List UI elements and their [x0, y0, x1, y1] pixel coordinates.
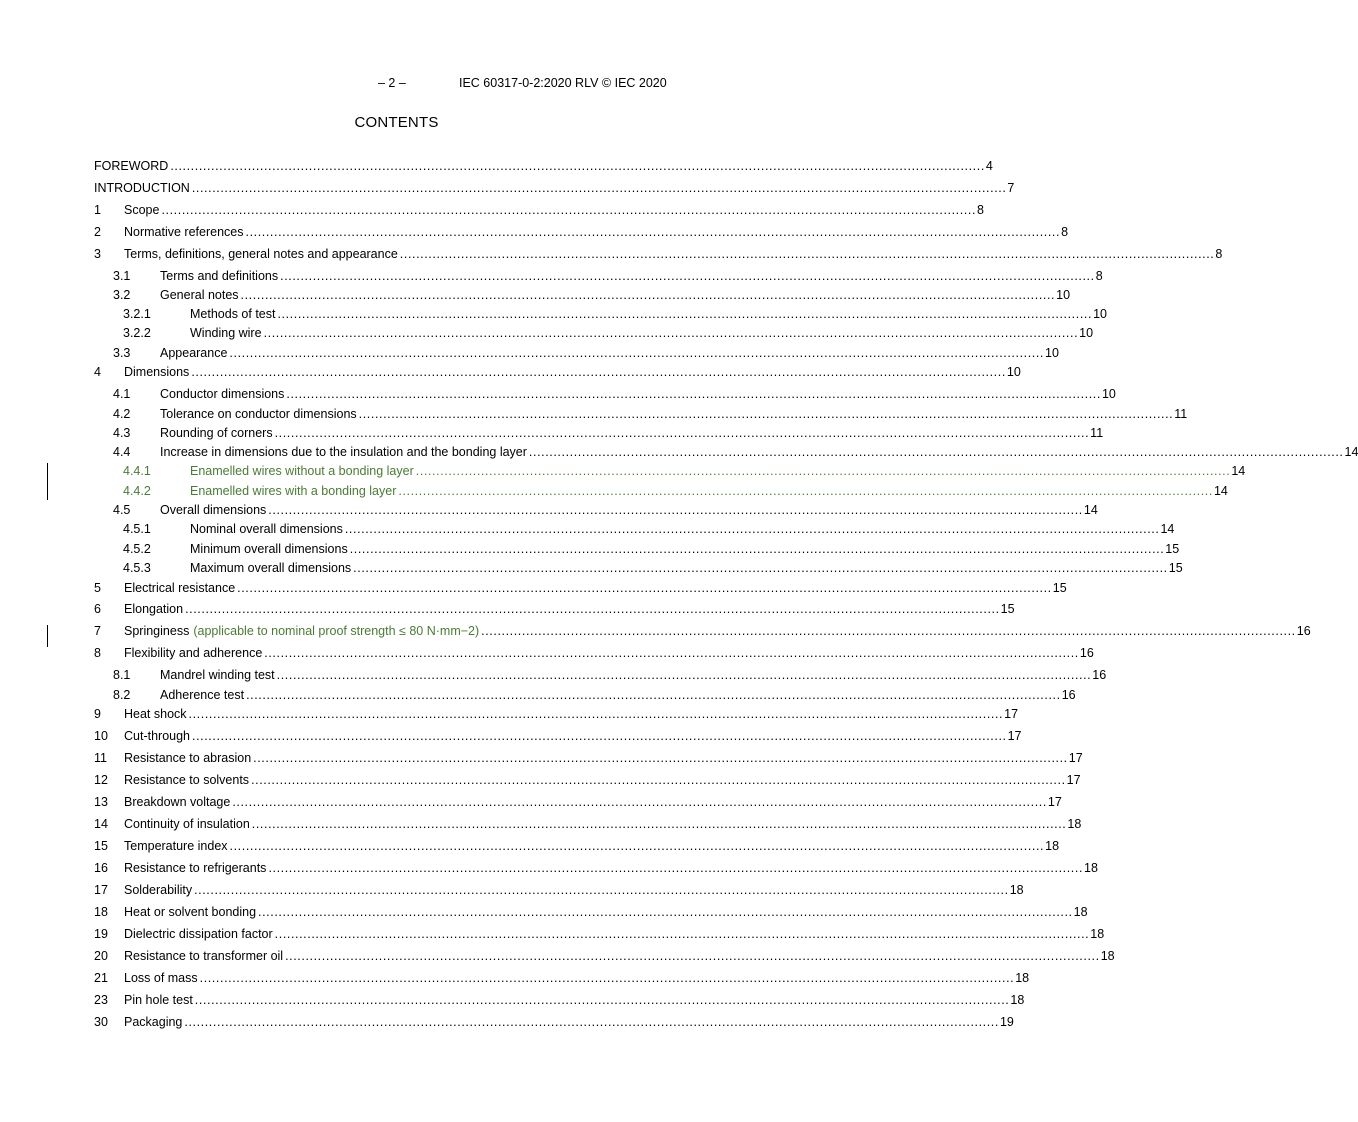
- page-header: [0, 76, 793, 92]
- toc-entry[interactable]: [94, 750, 1083, 766]
- document-id: IEC 60317-0-2:2020 RLV © IEC 2020: [459, 76, 667, 90]
- toc-entry-page: 8: [1215, 247, 1223, 261]
- toc-entry-title: Conductor dimensions: [160, 387, 285, 401]
- toc-entry[interactable]: [94, 560, 1183, 576]
- toc-leader-dots: ........................................................................................................................................................................................................: [194, 883, 1009, 897]
- toc-entry-page: 16: [1092, 668, 1107, 682]
- toc-leader-dots: ........................................................................................................................................................................................................: [229, 346, 1045, 360]
- revision-change-bar: [47, 625, 48, 647]
- toc-entry-title: Pin hole test: [124, 993, 193, 1007]
- toc-entry[interactable]: [94, 463, 1246, 479]
- toc-leader-dots: ........................................................................................................................................................................................................: [399, 247, 1215, 261]
- toc-entry-number: 19: [94, 927, 108, 941]
- toc-leader-dots: ........................................................................................................................................................................................................: [286, 387, 1101, 401]
- toc-entry-number: 3.3: [113, 346, 131, 360]
- toc-entry-title: Heat shock: [124, 707, 187, 721]
- toc-entry-number: 5: [94, 581, 101, 595]
- toc-entry-page: 18: [1067, 817, 1082, 831]
- toc-entry-page: 8: [977, 203, 984, 217]
- toc-leader-dots: ........................................................................................................................................................................................................: [199, 971, 1015, 985]
- toc-entry-title: Dielectric dissipation factor: [124, 927, 273, 941]
- toc-entry-page: 18: [1010, 993, 1025, 1007]
- toc-entry-title: Cut-through: [124, 729, 191, 743]
- toc-entry[interactable]: [94, 287, 1071, 303]
- toc-entry-title: Terms and definitions: [160, 269, 279, 283]
- toc-entry[interactable]: [94, 948, 1115, 964]
- toc-entry-page: 17: [1007, 729, 1022, 743]
- toc-entry-title: Adherence test: [160, 688, 245, 702]
- toc-entry-page: 18: [1100, 949, 1115, 963]
- toc-entry-page: 17: [1066, 773, 1081, 787]
- toc-entry-title: Nominal overall dimensions: [190, 522, 343, 536]
- toc-entry-title: Appearance: [160, 346, 228, 360]
- toc-entry-number: 4.1: [113, 387, 131, 401]
- toc-entry-number: 12: [94, 773, 108, 787]
- toc-entry[interactable]: [94, 623, 1311, 639]
- toc-leader-dots: ........................................................................................................................................................................................................: [349, 542, 1165, 556]
- toc-entry-number: 4: [94, 365, 101, 379]
- toc-entry-page: 14: [1160, 522, 1175, 536]
- toc-entry-title: Electrical resistance: [124, 581, 236, 595]
- toc-leader-dots: ........................................................................................................................................................................................................: [185, 602, 1000, 616]
- toc-leader-dots: ........................................................................................................................................................................................................: [268, 861, 1084, 875]
- toc-entry-number: 4.5: [113, 503, 131, 517]
- toc-entry[interactable]: [94, 904, 1088, 920]
- contents-title: CONTENTS: [354, 114, 439, 131]
- toc-leader-dots: ........................................................................................................................................................................................................: [280, 269, 1095, 283]
- toc-entry-number: 3.2: [113, 288, 131, 302]
- toc-entry-title: Resistance to refrigerants: [124, 861, 267, 875]
- toc-entry[interactable]: [94, 645, 1094, 661]
- toc-entry-number: 4.4.2: [123, 484, 151, 498]
- toc-entry-page: 17: [1068, 751, 1083, 765]
- toc-leader-dots: ........................................................................................................................................................................................................: [184, 1015, 999, 1029]
- toc-entry-page: 18: [1084, 861, 1098, 875]
- toc-entry[interactable]: [94, 180, 1015, 196]
- toc-entry-page: 10: [1045, 346, 1059, 360]
- toc-entry-page: 8: [1095, 269, 1103, 283]
- toc-leader-dots: ........................................................................................................................................................................................................: [358, 407, 1174, 421]
- toc-entry-title: Normative references: [124, 225, 244, 239]
- toc-leader-dots: ........................................................................................................................................................................................................: [258, 905, 1073, 919]
- toc-entry-number: 18: [94, 905, 108, 919]
- toc-entry-number: 17: [94, 883, 108, 897]
- toc-leader-dots: ........................................................................................................................................................................................................: [240, 288, 1056, 302]
- revision-change-bar: [47, 463, 48, 500]
- toc-entry-page: 16: [1079, 646, 1094, 660]
- page-number: – 2 –: [378, 76, 406, 90]
- toc-entry-title: Continuity of insulation: [124, 817, 250, 831]
- toc-entry[interactable]: [94, 772, 1081, 788]
- toc-entry-page: 10: [1056, 288, 1071, 302]
- toc-leader-dots: ........................................................................................................................................................................................................: [274, 927, 1090, 941]
- toc-entry[interactable]: [94, 406, 1188, 422]
- toc-entry[interactable]: [94, 667, 1107, 683]
- toc-leader-dots: ........................................................................................................................................................................................................: [246, 688, 1061, 702]
- toc-leader-dots: ........................................................................................................................................................................................................: [191, 365, 1006, 379]
- toc-entry[interactable]: [94, 483, 1228, 499]
- toc-leader-dots: ........................................................................................................................................................................................................: [528, 445, 1344, 459]
- toc-entry-title: Resistance to solvents: [124, 773, 250, 787]
- toc-leader-dots: ........................................................................................................................................................................................................: [398, 484, 1213, 498]
- toc-leader-dots: ........................................................................................................................................................................................................: [188, 707, 1004, 721]
- toc-entry[interactable]: [94, 728, 1022, 744]
- toc-entry-page: 17: [1004, 707, 1019, 721]
- toc-entry-page: 15: [1000, 602, 1015, 616]
- toc-entry-title: Enamelled wires with a bonding layer: [190, 484, 397, 498]
- toc-entry-number: 11: [94, 751, 107, 765]
- toc-entry-page: 17: [1047, 795, 1062, 809]
- toc-entry[interactable]: [94, 425, 1104, 441]
- toc-leader-dots: ........................................................................................................................................................................................................: [251, 817, 1067, 831]
- toc-leader-dots: ........................................................................................................................................................................................................: [268, 503, 1083, 517]
- toc-leader-dots: ........................................................................................................................................................................................................: [276, 668, 1092, 682]
- toc-entry[interactable]: [94, 1014, 1014, 1030]
- toc-entry[interactable]: [94, 246, 1223, 262]
- toc-entry-title: Scope: [124, 203, 160, 217]
- toc-entry-title: Terms, definitions, general notes and appearance: [124, 247, 398, 261]
- toc-entry-number: 21: [94, 971, 108, 985]
- toc-entry-page: 10: [1093, 307, 1107, 321]
- toc-entry[interactable]: [94, 444, 1358, 460]
- toc-entry-page: 14: [1083, 503, 1098, 517]
- toc-entry[interactable]: [94, 601, 1015, 617]
- toc-entry-page: 16: [1061, 688, 1076, 702]
- toc-entry-page: 18: [1045, 839, 1060, 853]
- toc-entry-title: Breakdown voltage: [124, 795, 231, 809]
- toc-entry-number: 16: [94, 861, 108, 875]
- toc-entry-title: Dimensions: [124, 365, 190, 379]
- toc-entry-number: 4.4: [113, 445, 131, 459]
- toc-entry-number: 3.2.2: [123, 326, 151, 340]
- toc-leader-dots: ........................................................................................................................................................................................................: [263, 326, 1079, 340]
- toc-leader-dots: ........................................................................................................................................................................................................: [229, 839, 1045, 853]
- toc-entry-page: 8: [1061, 225, 1069, 239]
- toc-entry-added-text: (applicable to nominal proof strength ≤ 80 N·mm−2): [193, 624, 480, 638]
- toc-entry-title: Maximum overall dimensions: [190, 561, 352, 575]
- toc-entry-title: Increase in dimensions due to the insulation and the bonding layer: [160, 445, 527, 459]
- toc-entry-page: 15: [1168, 561, 1183, 575]
- toc-entry-title: General notes: [160, 288, 239, 302]
- toc-entry[interactable]: [94, 794, 1062, 810]
- toc-entry-number: 7: [94, 624, 101, 638]
- toc-leader-dots: ........................................................................................................................................................................................................: [232, 795, 1047, 809]
- toc-entry-title: Methods of test: [190, 307, 276, 321]
- toc-entry-number: 3: [94, 247, 101, 261]
- toc-entry[interactable]: [94, 882, 1024, 898]
- toc-entry[interactable]: [94, 158, 993, 174]
- toc-entry-title: Mandrel winding test: [160, 668, 275, 682]
- toc-entry-title: Winding wire: [190, 326, 262, 340]
- toc-entry-number: 13: [94, 795, 108, 809]
- toc-entry-page: 14: [1231, 464, 1246, 478]
- toc-entry[interactable]: [94, 687, 1076, 703]
- toc-entry-number: 2: [94, 225, 101, 239]
- toc-entry-page: 18: [1073, 905, 1088, 919]
- toc-leader-dots: ........................................................................................................................................................................................................: [285, 949, 1100, 963]
- toc-entry-number: 9: [94, 707, 101, 721]
- toc-entry-number: 30: [94, 1015, 108, 1029]
- toc-leader-dots: ........................................................................................................................................................................................................: [481, 624, 1296, 638]
- toc-entry-page: 10: [1079, 326, 1094, 340]
- toc-leader-dots: ........................................................................................................................................................................................................: [245, 225, 1061, 239]
- toc-leader-dots: ........................................................................................................................................................................................................: [161, 203, 977, 217]
- toc-entry-title: Enamelled wires without a bonding layer: [190, 464, 414, 478]
- toc-entry[interactable]: [94, 706, 1019, 722]
- toc-entry-title: Tolerance on conductor dimensions: [160, 407, 357, 421]
- toc-entry-page: 15: [1165, 542, 1180, 556]
- toc-entry-title: Temperature index: [124, 839, 228, 853]
- toc-entry[interactable]: [94, 345, 1059, 361]
- toc-entry-title: FOREWORD: [94, 159, 169, 173]
- toc-entry-number: 6: [94, 602, 101, 616]
- toc-entry-title: Packaging: [124, 1015, 183, 1029]
- toc-leader-dots: ........................................................................................................................................................................................................: [253, 751, 1068, 765]
- toc-entry[interactable]: [94, 970, 1030, 986]
- toc-leader-dots: ........................................................................................................................................................................................................: [191, 181, 1007, 195]
- toc-entry-title: INTRODUCTION: [94, 181, 190, 195]
- toc-leader-dots: ........................................................................................................................................................................................................: [264, 646, 1079, 660]
- toc-entry-number: 4.5.2: [123, 542, 151, 556]
- toc-entry-title: Rounding of corners: [160, 426, 273, 440]
- toc-entry-page: 18: [1090, 927, 1105, 941]
- toc-entry-number: 4.5.1: [123, 522, 151, 536]
- toc-entry[interactable]: [94, 816, 1082, 832]
- toc-entry-number: 14: [94, 817, 108, 831]
- toc-entry-page: 4: [985, 159, 993, 173]
- toc-leader-dots: ........................................................................................................................................................................................................: [194, 993, 1010, 1007]
- toc-leader-dots: ........................................................................................................................................................................................................: [237, 581, 1052, 595]
- toc-entry-page: 18: [1015, 971, 1030, 985]
- toc-entry-page: 10: [1101, 387, 1116, 401]
- toc-entry-page: 10: [1006, 365, 1021, 379]
- toc-entry-number: 20: [94, 949, 108, 963]
- toc-entry[interactable]: [94, 325, 1094, 341]
- toc-leader-dots: ........................................................................................................................................................................................................: [192, 729, 1007, 743]
- toc-entry[interactable]: [94, 580, 1067, 596]
- toc-entry-page: 7: [1007, 181, 1015, 195]
- toc-entry[interactable]: [94, 541, 1180, 557]
- toc-entry[interactable]: [94, 386, 1116, 402]
- toc-entry-title: Minimum overall dimensions: [190, 542, 348, 556]
- toc-entry-title: Elongation: [124, 602, 184, 616]
- toc-entry-number: 4.2: [113, 407, 131, 421]
- toc-leader-dots: ........................................................................................................................................................................................................: [251, 773, 1066, 787]
- toc-entry-number: 3.1: [113, 269, 131, 283]
- toc-entry[interactable]: [94, 364, 1021, 380]
- toc-entry[interactable]: [94, 860, 1098, 876]
- toc-entry-page: 16: [1296, 624, 1311, 638]
- toc-entry[interactable]: [94, 306, 1107, 322]
- toc-entry-title: Loss of mass: [124, 971, 198, 985]
- toc-entry-page: 14: [1344, 445, 1358, 459]
- toc-entry-number: 8.1: [113, 668, 131, 682]
- toc-entry-number: 8.2: [113, 688, 131, 702]
- toc-leader-dots: ........................................................................................................................................................................................................: [274, 426, 1090, 440]
- toc-entry-number: 8: [94, 646, 101, 660]
- toc-leader-dots: ........................................................................................................................................................................................................: [170, 159, 985, 173]
- toc-entry-title: Heat or solvent bonding: [124, 905, 257, 919]
- toc-entry-title: Resistance to transformer oil: [124, 949, 284, 963]
- toc-entry-page: 11: [1174, 407, 1188, 421]
- toc-leader-dots: ........................................................................................................................................................................................................: [415, 464, 1231, 478]
- toc-entry-number: 15: [94, 839, 108, 853]
- toc-entry-number: 23: [94, 993, 108, 1007]
- toc-entry-title: Overall dimensions: [160, 503, 267, 517]
- toc-entry-page: 15: [1052, 581, 1067, 595]
- toc-entry-page: 14: [1213, 484, 1228, 498]
- toc-entry-page: 11: [1090, 426, 1104, 440]
- toc-entry[interactable]: [94, 926, 1105, 942]
- toc-entry-number: 4.4.1: [123, 464, 151, 478]
- toc-entry-title: Springiness: [124, 624, 190, 638]
- toc-entry-title: Flexibility and adherence: [124, 646, 263, 660]
- toc-entry-number: 4.5.3: [123, 561, 151, 575]
- toc-entry[interactable]: [94, 521, 1175, 537]
- toc-entry-title: Solderability: [124, 883, 193, 897]
- toc-entry-number: 10: [94, 729, 108, 743]
- toc-entry-number: 3.2.1: [123, 307, 151, 321]
- toc-entry-number: 4.3: [113, 426, 131, 440]
- toc-entry-number: 1: [94, 203, 101, 217]
- toc-entry[interactable]: [94, 502, 1098, 518]
- toc-entry[interactable]: [94, 992, 1025, 1008]
- toc-entry-page: 19: [999, 1015, 1014, 1029]
- toc-entry[interactable]: [94, 224, 1069, 240]
- toc-leader-dots: ........................................................................................................................................................................................................: [277, 307, 1093, 321]
- toc-entry-page: 18: [1009, 883, 1024, 897]
- toc-entry[interactable]: [94, 268, 1103, 284]
- toc-leader-dots: ........................................................................................................................................................................................................: [353, 561, 1168, 575]
- toc-entry-title: Resistance to abrasion: [124, 751, 252, 765]
- toc-entry[interactable]: [94, 838, 1060, 854]
- toc-entry[interactable]: [94, 202, 984, 218]
- toc-leader-dots: ........................................................................................................................................................................................................: [344, 522, 1160, 536]
